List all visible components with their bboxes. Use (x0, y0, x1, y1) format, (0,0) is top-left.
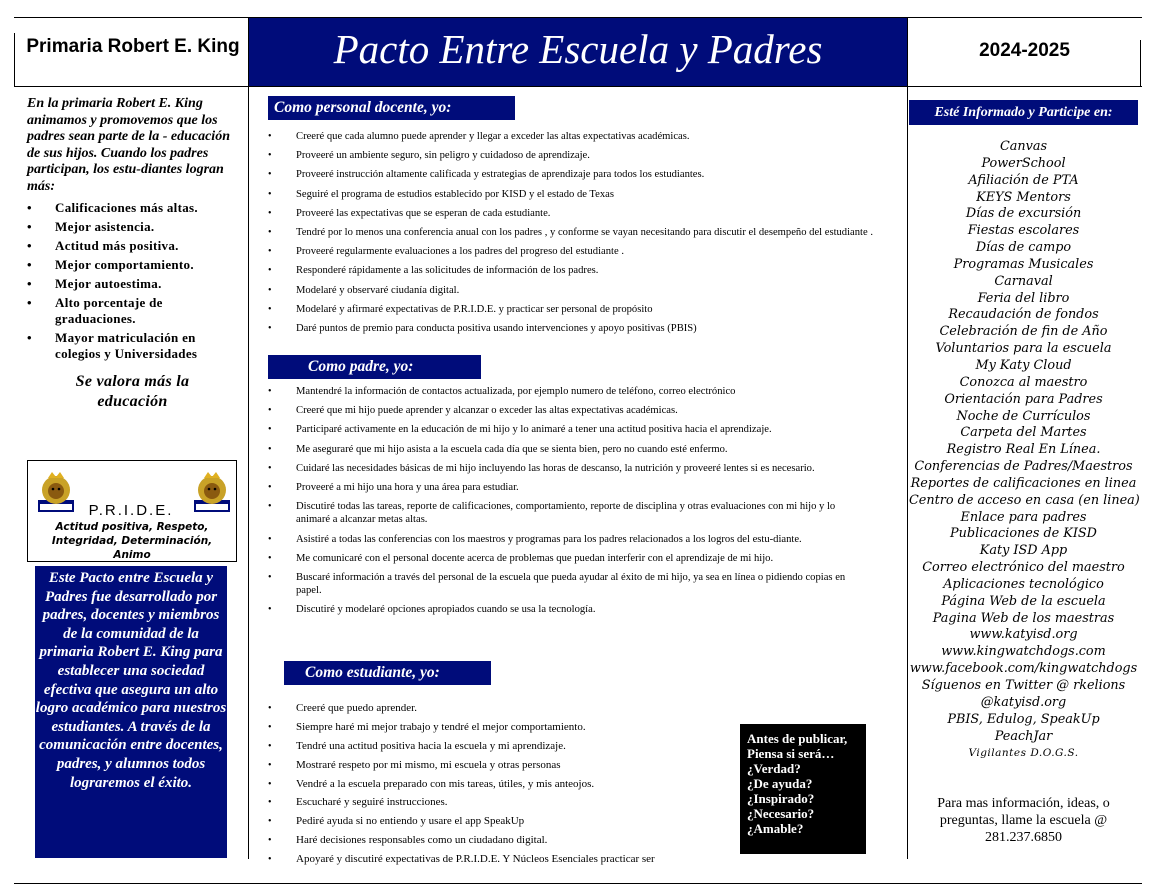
list-item: Síguenos en Twitter @ rkelions (921, 678, 1126, 693)
think-before-posting-text: Antes de publicar, Piensa si será… ¿Verdad? ¿De ayuda? ¿Inspirado? ¿Necesario? ¿Amable? (747, 731, 848, 836)
column-divider-right (907, 17, 908, 859)
list-item: • Proveeré las expectativas que se esperan de cada estudiante. (268, 207, 551, 219)
list-item: Feria del libro (977, 290, 1070, 306)
list-item: • Creeré que mi hijo puede aprender y alcanzar o exceder las altas expectativas académicas. (268, 405, 678, 417)
staff-heading: Como personal docente, yo: (268, 96, 515, 120)
list-item: Carnaval (994, 273, 1053, 289)
info-heading: Esté Informado y Participe en: (909, 100, 1138, 125)
list-item: • Responderé rápidamente a las solicitudes de información de los padres. (268, 265, 599, 277)
list-item: • Me aseguraré que mi hijo asista a la escuela cada día que se sienta bien, pero no cuando esté enfermo. (268, 443, 728, 455)
header-bottom-rule (14, 86, 1142, 87)
list-item: • Mejor comportamiento. (27, 257, 194, 273)
list-item: PBIS, Edulog, SpeakUp (947, 711, 1100, 727)
list-item: Voluntarios para la escuela (935, 341, 1112, 357)
list-item: Conferencias de Padres/Maestros (914, 459, 1133, 475)
list-item: • Discutiré todas las tareas, reporte de calificaciones, comportamiento, reporte de disciplina y otras evaluaciones con mi hijo y lo animaré a alcanzar metas altas. (268, 501, 836, 526)
list-item: Publicaciones de KISD (950, 526, 1097, 542)
list-item: @katyisd.org (980, 694, 1067, 710)
intro-text: En la primaria Robert E. King animamos y promovemos que los padres sean parte de la - educación de sus hijos. Cuando los padres participan, los estu-diantes logran más: (27, 96, 230, 194)
list-item: Programas Musicales (953, 256, 1094, 272)
contact-text: Para mas información, ideas, o preguntas, llame la escuela @ 281.237.6850 (937, 796, 1110, 845)
list-item: • Siempre haré mi mejor trabajo y tendré el mejor comportamiento. (268, 720, 586, 733)
list-item: • Me comunicaré con el personal docente acerca de problemas que puedan interferir con el aprendizaje de mi hijo. (268, 552, 774, 564)
list-item: Fiestas escolares (967, 223, 1080, 239)
website-link[interactable]: www.kingwatchdogs.com (941, 644, 1106, 660)
list-item: • Proveeré un ambiente seguro, sin peligro y cuidadoso de aprendizaje. (268, 150, 590, 162)
staff-list (268, 130, 878, 335)
list-item: • Mejor asistencia. (27, 219, 155, 235)
school-name: Primaria Robert E. King (26, 36, 240, 57)
list-item: • Modelaré y afirmaré expectativas de P.R.I.D.E. y practicar ser personal de propósito (268, 303, 653, 315)
list-item: • Creeré que cada alumno puede aprender y llegar a exceder las altas expectativas académicas. (268, 131, 690, 142)
student-list (268, 702, 728, 866)
list-item: • Vendré a la escuela preparado con mis tareas, útiles, y mis anteojos. (268, 777, 595, 790)
list-item: Celebración de fin de Año (939, 324, 1108, 340)
column-divider-left (248, 17, 249, 859)
list-item: Afiliación de PTA (968, 172, 1079, 188)
benefits-list (27, 200, 237, 365)
list-item: • Mantendré la información de contactos actualizada, por ejemplo numero de teléfono, correo electrónico (268, 386, 736, 397)
list-item: Correo electrónico del maestro (922, 560, 1125, 576)
list-item: Canvas (999, 139, 1048, 154)
list-item: Carpeta del Martes (960, 425, 1087, 441)
list-item: Aplicaciones tecnológico (943, 576, 1104, 592)
school-year: 2024-2025 (979, 40, 1070, 61)
list-item: • Proveeré regularmente evaluaciones a los padres del progreso del estudiante . (268, 246, 624, 258)
list-item: Vigilantes D.O.G.S. (968, 747, 1079, 760)
pride-title: P.R.I.D.E. (88, 502, 174, 519)
page-title: Pacto Entre Escuela y Padres (333, 26, 823, 72)
list-item: • Asistiré a todas las conferencias con los maestros y programas para los padres relacionados a los logros del estu-diante. (268, 533, 802, 545)
list-item: KEYS Mentors (976, 189, 1071, 205)
list-item: My Katy Cloud (975, 357, 1072, 373)
list-item: • Mejor autoestima. (27, 276, 162, 292)
website-link[interactable]: www.katyisd.org (969, 627, 1078, 643)
list-item: Katy ISD App (979, 543, 1068, 559)
list-item: • Mostraré respeto por mi mismo, mi escuela y otras personas (268, 758, 561, 771)
list-item: Días de excursión (965, 206, 1082, 222)
list-item: • Pediré ayuda si no entiendo y usare el app SpeakUp (268, 815, 525, 828)
list-item: • Discutiré y modelaré opciones apropiados cuando se usa la tecnología. (268, 604, 596, 616)
list-item: • Haré decisiones responsables como un ciudadano digital. (268, 834, 548, 847)
list-item: • Creeré que puedo aprender. (268, 702, 417, 714)
list-item: PowerSchool (981, 155, 1066, 171)
list-item: • Participaré activamente en la educación de mi hijo y lo animaré a tener una actitud positiva hacia el aprendizaje. (268, 424, 772, 436)
list-item: • Proveeré instrucción altamente calificada y estrategias de aprendizaje para todos los estudiantes. (268, 169, 705, 181)
list-item: • Proveeré a mi hijo una hora y una área para estudiar. (268, 482, 519, 494)
list-item: Página Web de la escuela (941, 593, 1106, 609)
list-item: • Actitud más positiva. (27, 238, 179, 254)
involvement-list (909, 139, 1138, 762)
list-item: Orientación para Padres (944, 391, 1103, 407)
list-item: Recaudación de fondos (948, 307, 1099, 323)
list-item: PeachJar (994, 728, 1053, 744)
list-item: Centro de acceso en casa (en linea) (909, 492, 1140, 508)
list-item: • Tendré por lo menos una conferencia anual con los padres , y conforme se vayan necesitando para discutir el desempeño del estudiante . (268, 227, 873, 239)
list-item: Pagina Web de los maestras (932, 610, 1115, 626)
list-item: Reportes de calificaciones en linea (910, 475, 1137, 491)
list-item: • Tendré una actitud positiva hacia la escuela y mi aprendizaje. (268, 739, 566, 752)
list-item: Enlace para padres (960, 509, 1087, 525)
right-header-rule (1140, 40, 1141, 86)
list-item: • Mayor matriculación en colegios y Universidades (27, 330, 198, 361)
bottom-rule (14, 883, 1142, 884)
list-item: • Seguiré el programa de estudios establecido por KISD y el estado de Texas (268, 188, 614, 200)
parent-heading: Como padre, yo: (268, 355, 481, 379)
list-item: Registro Real En Línea. (946, 442, 1101, 458)
list-item: • Buscaré información a través del personal de la escuela que pueda ayudar al éxito de mi hijo, ya sea en línea o pidiendo copias en papel. (268, 572, 846, 597)
list-item: • Escucharé y seguiré instrucciones. (268, 796, 448, 809)
list-item: • Apoyaré y discutiré expectativas de P.R.I.D.E. Y Núcleos Esenciales practicar ser (268, 853, 655, 866)
list-item: Noche de Currículos (956, 408, 1091, 424)
left-header-rule (14, 33, 15, 86)
website-link[interactable]: www.facebook.com/kingwatchdogs (909, 661, 1138, 677)
list-item: • Cuidaré las necesidades básicas de mi hijo incluyendo las horas de descanso, la nutrición y proveeré lentes si es necesario. (268, 462, 815, 474)
education-valued-text: Se valora más la educación (75, 373, 190, 410)
list-item: Días de campo (975, 240, 1072, 256)
parent-list (268, 385, 868, 617)
pride-values: Actitud positiva, Respeto, Integridad, Determinación, Animo (51, 521, 213, 561)
list-item: • Alto porcentaje de graduaciones. (27, 295, 163, 327)
list-item: Conozca al maestro (959, 374, 1088, 390)
list-item: • Calificaciones más altas. (27, 200, 198, 215)
list-item: • Modelaré y observaré ciudanía digital. (268, 284, 460, 296)
student-heading: Como estudiante, yo: (284, 661, 491, 685)
compact-text: Este Pacto entre Escuela y Padres fue desarrollado por padres, docentes y miembros de la comunidad de la primaria Robert E. King para establecer una sociedad efectiva que asegura un alto logro académico para nuestros estudiantes. A través de la comunicación entre docentes, padres, y alumnos todos lograremos el éxito. (35, 570, 227, 791)
list-item: • Daré puntos de premio para conducta positiva usando intervenciones y apoyo positivas (PBIS) (268, 323, 697, 335)
